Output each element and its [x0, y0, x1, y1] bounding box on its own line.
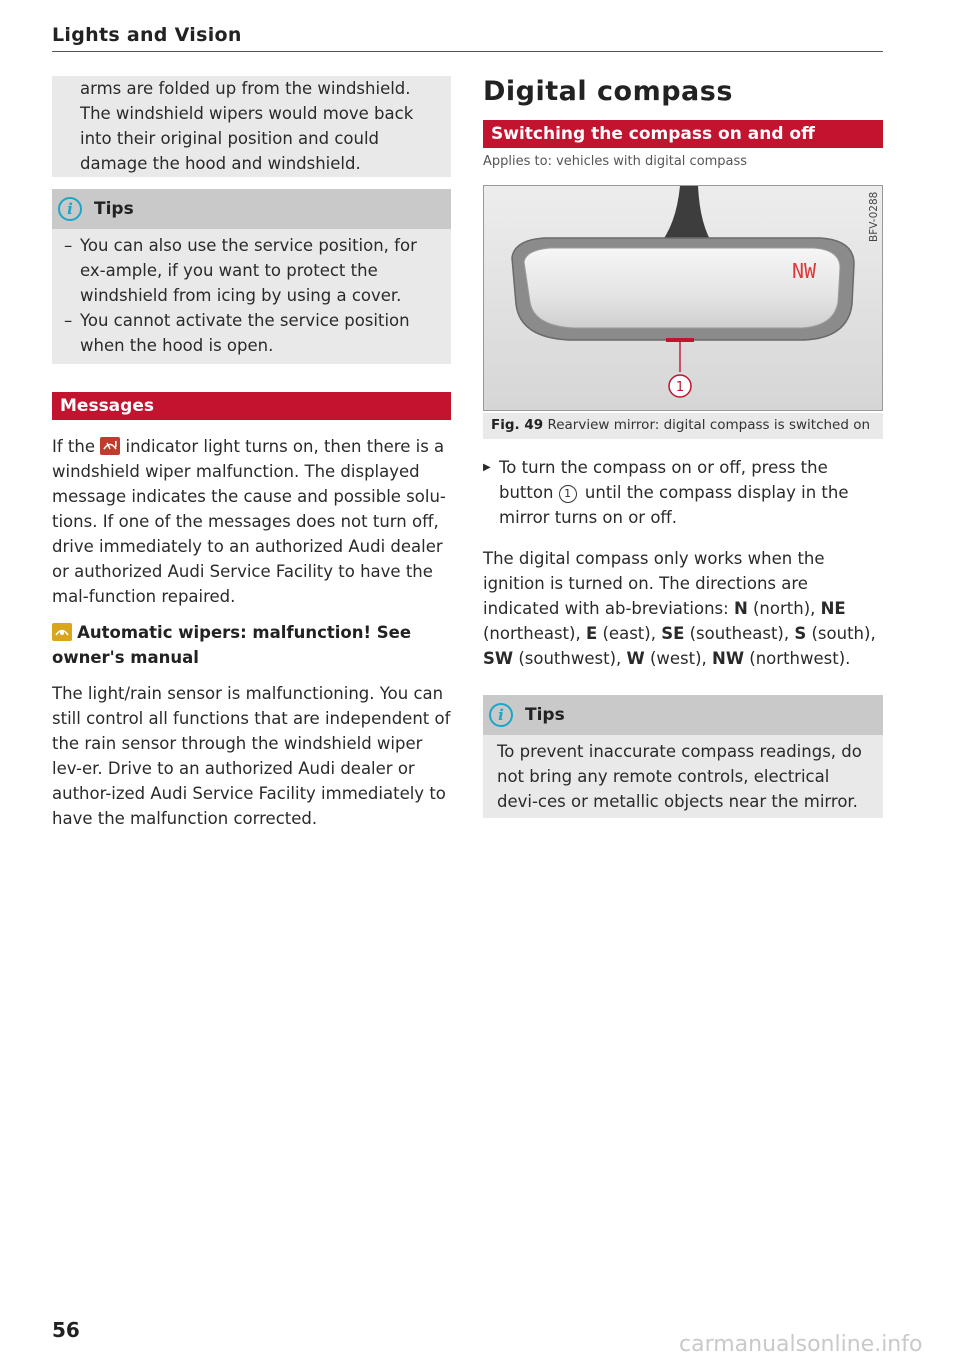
compass-subheading: Switching the compass on and off	[483, 120, 883, 148]
page-number: 56	[52, 1318, 80, 1342]
dir-abbr: W	[626, 649, 645, 668]
right-column	[483, 76, 883, 818]
tips-label: Tips	[94, 199, 134, 219]
instruction-step	[483, 455, 883, 530]
figure-code: BFV-0288	[868, 191, 880, 242]
step-text-end: until the compass display in the mirror turns on or off.	[499, 483, 849, 527]
tips-box	[52, 189, 451, 364]
intro-text-end: indicator light turns on, then there is a windshield wiper malfunction. The displayed message indicates the cause and possible solu-tions. If one of the messages does not turn off, drive immediately to an authorized Audi dealer or authorized Audi Service Facility to have the mal-function repaired.	[52, 437, 446, 606]
dir-name: (northwest).	[744, 649, 851, 668]
warning-continuation	[52, 76, 451, 177]
compass-display: NW	[791, 259, 817, 283]
tip-item: – You cannot activate the service position when the hood is open.	[62, 308, 441, 358]
dir-name: (southeast),	[684, 624, 795, 643]
message-heading-text: Automatic wipers: malfunction! See owner's manual	[52, 623, 412, 667]
dir-abbr: SW	[483, 649, 514, 668]
info-icon: i	[58, 197, 82, 221]
dir-abbr: N	[733, 599, 748, 618]
tip-text: To prevent inaccurate compass readings, do not bring any remote controls, electrical devi-ces or metallic objects near the mirror.	[497, 742, 862, 811]
tips-body	[483, 735, 883, 818]
compass-tips-box	[483, 695, 883, 818]
dir-abbr: NW	[712, 649, 745, 668]
intro-text-start: If the	[52, 437, 101, 456]
messages-heading: Messages	[52, 392, 451, 420]
tips-label: Tips	[525, 705, 565, 725]
info-icon: i	[489, 703, 513, 727]
left-column	[52, 76, 451, 831]
tips-body	[52, 229, 451, 364]
figure-label: Fig. 49	[491, 417, 544, 433]
dir-abbr: E	[585, 624, 598, 643]
dir-name: (east),	[597, 624, 662, 643]
dir-name: (west),	[644, 649, 713, 668]
section-title: Lights and Vision	[52, 24, 242, 46]
button-ref: 1	[559, 485, 577, 503]
dir-name: (south),	[806, 624, 876, 643]
applies-to: Applies to: vehicles with digital compass	[483, 154, 748, 169]
messages-intro	[52, 434, 451, 609]
compass-description	[483, 546, 883, 671]
dir-abbr: NE	[820, 599, 846, 618]
header-rule	[52, 51, 883, 52]
wiper-warning-icon	[100, 437, 120, 455]
callout-number: 1	[675, 380, 685, 395]
figure-caption-text: Rearview mirror: digital compass is switched on	[547, 417, 871, 433]
message-heading	[52, 620, 451, 670]
dir-name: (southwest),	[513, 649, 627, 668]
dir-abbr: SE	[661, 624, 685, 643]
step-text-start: To turn the compass on or off, press the button	[499, 458, 828, 502]
rain-sensor-icon	[52, 623, 72, 641]
tips-header	[52, 189, 451, 229]
tips-header	[483, 695, 883, 735]
watermark: carmanualsonline.info	[679, 1332, 923, 1357]
mirror-figure	[483, 185, 883, 411]
compass-desc-text: The digital compass only works when the ignition is turned on. The directions are indicated with ab-breviations:	[483, 549, 825, 618]
dir-name: (north),	[747, 599, 821, 618]
dir-abbr: S	[794, 624, 807, 643]
message-body: The light/rain sensor is malfunctioning. You can still control all functions that are independent of the rain sensor through the windshield wiper lev-er. Drive to an authorized Audi dealer or author-ized Audi Service Facility immediately to have the malfunction corrected.	[52, 684, 451, 828]
figure-caption	[483, 413, 883, 439]
mirror-illustration	[484, 186, 882, 410]
tip-item: – You can also use the service position, for ex-ample, if you want to protect the windshield from icing by using a cover.	[62, 233, 441, 308]
warning-text: arms are folded up from the windshield. The windshield wipers would move back into their original position and could damage the hood and windshield.	[80, 79, 414, 173]
dir-name: (northeast),	[483, 624, 586, 643]
page-title: Digital compass	[483, 76, 733, 107]
